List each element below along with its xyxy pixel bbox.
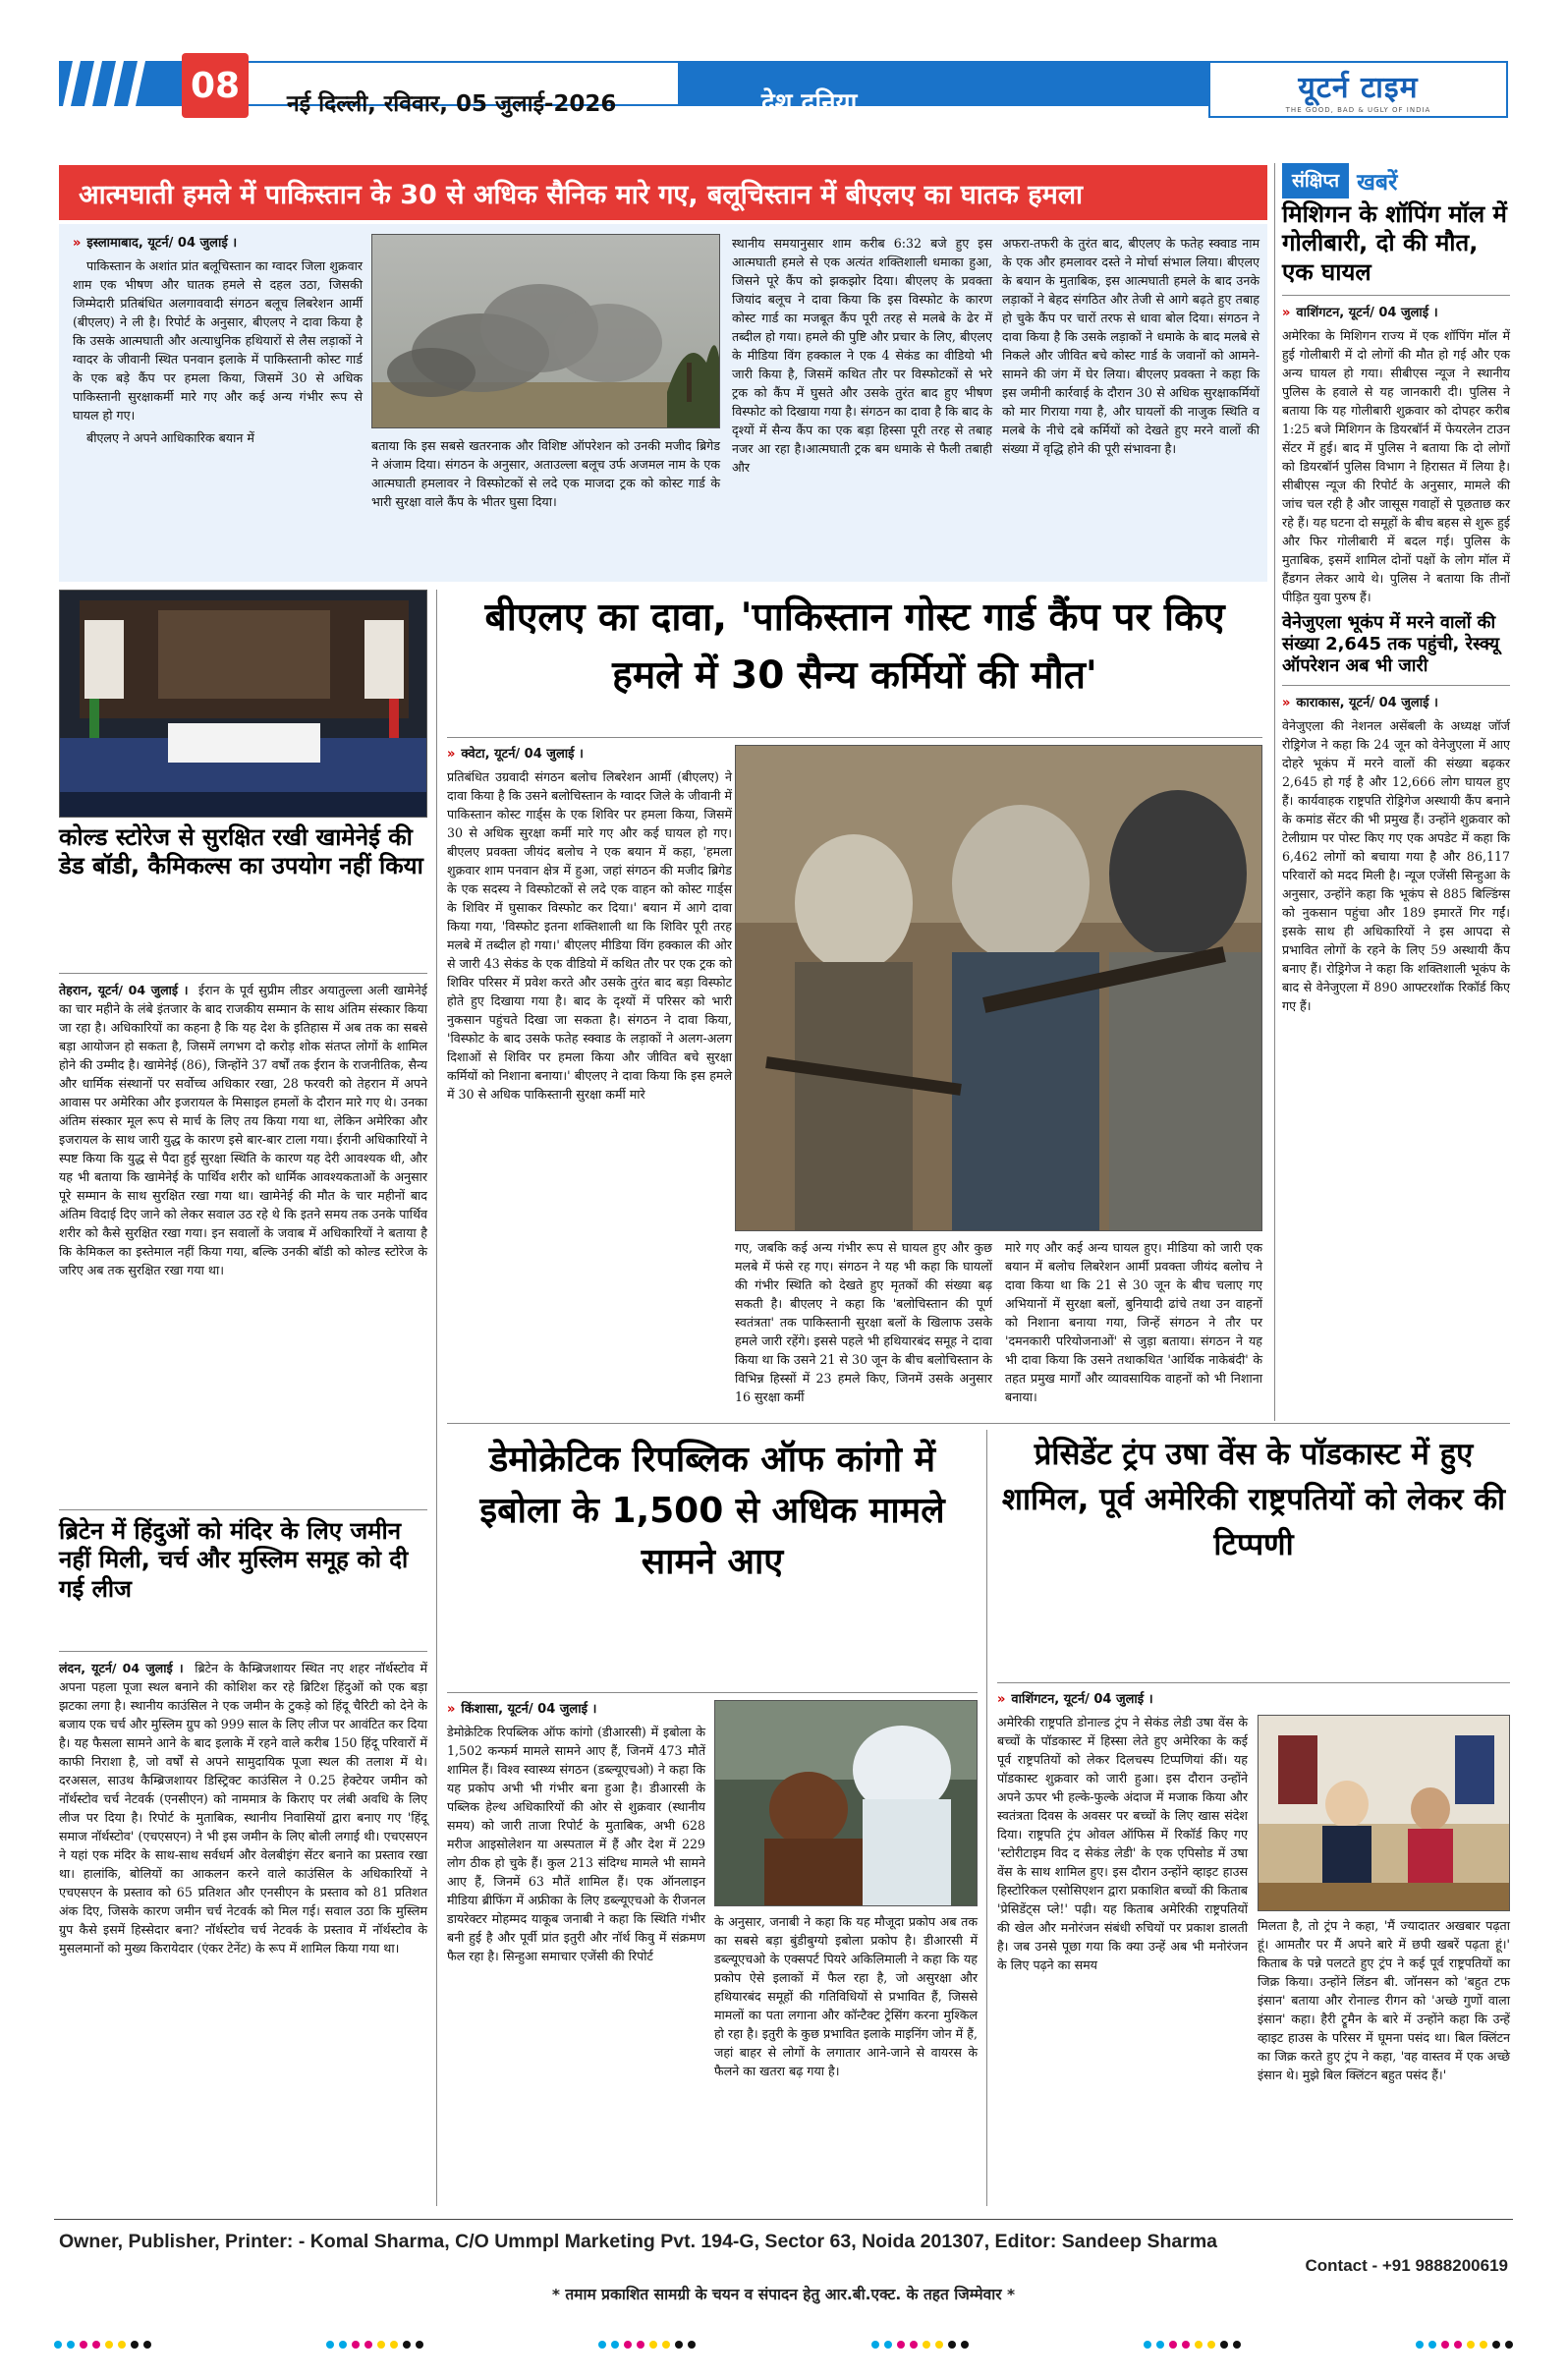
brief2-text: वेनेजुएला की नेशनल असेंबली के अध्यक्ष जॉर्ज रोड्रिगेज ने कहा कि 24 जून को वेनेजुएला में आए दोहरे भूकंप में मरने वालों की संख्या बढ़कर 2,645 हो गई है और 12,666 लोग घायल हुए हैं। कार्यवाहक राष्ट्रपति रोड्रिगेज अस्थायी कैंप बनाने के कमांड सेंटर की भी प्रमुख हैं। उन्होंने शुक्रवार को टेलीग्राम पर पोस्ट किए गए एक अपडेट में कहा कि 6,462 लोगों को बचाया गया है और 86,117 परिवारों को मदद मिली है। न्यूज एजेंसी सिन्हुआ के अनुसार, उन्होंने कहा कि भूकंप से 885 बिल्डिंग्स को नुकसान पहुंचा और 189 इमारतें गिर गईं। इसके साथ ही अधिकारियों ने इस आपदा से प्रभावित लोगों के रहने के लिए 59 अस्थायी कैंप बनाए हैं। रोड्रिगेज ने कहा कि शक्तिशाली भूकंप के बाद से वेनेजुएला में 890 आफ्टरशॉक रिकॉर्ड किए गए हैं। <box>1282 717 1510 1013</box>
brief1-text: अमेरिका के मिशिगन राज्य में एक शॉपिंग मॉल में हुई गोलीबारी में दो लोगों की मौत हो गई और एक अन्य घायल हो गया। सीबीएस न्यूज ने स्थानीय पुलिस के हवाले से यह जानकारी दी। पुलिस ने बताया कि यह गोलीबारी शुक्रवार को दोपहर करीब 1:25 बजे मिशिगन के डियरबॉर्न में फेयरलेन टाउन सेंटर में हुई। बाद में पुलिस ने बताया कि दो लोगों को डियरबॉर्न पुलिस विभाग ने हिरासत में लिया है। सीबीएस न्यूज की रिपोर्ट के अनुसार, मामले की जांच चल रही है और जासूस गवाहों से पूछताछ कर रहे हैं। यह घटना दो समूहों के बीच बहस से शुरू हुई और फिर गोलीबारी में बदल गई। पुलिस के मुताबिक, इसमें शामिल दोनों पक्षों के लोग मॉल में हैंडगन लेकर आये थे। पुलिस ने बताया कि तीनों पीड़ित युवा पुरुष हैं। <box>1282 327 1510 604</box>
banner-col1-p1: पाकिस्तान के अशांत प्रांत बलूचिस्तान का ग्वादर जिला शुक्रवार शाम एक भीषण और घातक हमले से दहल उठा, जिसकी जिम्मेदारी प्रतिबंधित अलगाववादी संगठन बलूच लिबरेशन आर्मी (बीएलए) ने ली है। रिपोर्ट के अनुसार, बीएलए ने दावा किया है कि उसके आत्मघाती और अत्याधुनिक हथियारों से लैस लड़ाकों ने ग्वादर के जीवानी स्थित पनवान इलाके में पाकिस्तानी कोस्ट गार्ड के एक बड़े कैंप पर हमला किया, जिसमें 30 से अधिक पाकिस्तानी सुरक्षाकर्मी मारे गए और कई अन्य गंभीर रूप से घायल हो गए। <box>73 258 363 423</box>
brief1-dateline: » वाशिंगटन, यूटर्न/ 04 जुलाई । <box>1282 305 1438 320</box>
ebola-col-2 <box>714 1912 978 2084</box>
ebola-col1-text: डेमोक्रेटिक रिपब्लिक ऑफ कांगो (डीआरसी) में इबोला के 1,502 कन्फर्म मामले सामने आए हैं, जिनमें 473 मौतें शामिल हैं। विश्व स्वास्थ्य संगठन (डब्ल्यूएचओ) ने कहा कि यह प्रकोप अभी भी गंभीर बना हुआ है। डीआरसी के पब्लिक हेल्थ अधिकारियों की ओर से शुक्रवार (स्थानीय समय) को जारी ताजा रिपोर्ट के मुताबिक, अभी 628 मरीज आइसोलेशन या अस्पताल में हैं और देश में 229 लोग ठीक हो चुके हैं। कुल 213 संदिग्ध मामले भी सामने आए हैं, जिनमें 63 मौतें शामिल हैं। एक ऑनलाइन मीडिया ब्रीफिंग में अफ्रीका के लिए डब्ल्यूएचओ के रीजनल डायरेक्टर मोहम्मद याकूब जनाबी ने कहा कि स्थिति गंभीर बनी हुई है और पूर्वी प्रांत इतुरी और नॉर्थ किवु में संक्रमण फैल रहा है। सिन्हुआ समाचार एजेंसी की रिपोर्ट <box>447 1725 705 1963</box>
ebola-photo <box>714 1700 978 1906</box>
ebola-divider <box>447 1692 978 1693</box>
lower-divider <box>447 1423 1510 1424</box>
banner-dateline: » इस्लामाबाद, यूटर्न/ 04 जुलाई । <box>73 236 238 251</box>
brief2-headline: वेनेजुएला भूकंप में मरने वालों की संख्या 2,645 तक पहुंची, रेस्क्यू ऑपरेशन अब भी जारी <box>1282 611 1500 676</box>
khamenei-body <box>59 981 427 1283</box>
bla-dateline: » क्वेटा, यूटर्न/ 04 जुलाई । <box>447 747 584 762</box>
footer-owner: Owner, Publisher, Printer: - Komal Sharma, C/O Ummpl Marketing Pvt. 194-G, Sector 63, Noida 201307, Editor: Sandeep Sharma <box>59 2231 1218 2252</box>
brief1-divider <box>1282 295 1510 296</box>
stage-image <box>60 591 427 818</box>
banner-col-4 <box>1002 234 1259 462</box>
masthead-logo[interactable] <box>1208 61 1508 118</box>
bla-photo-fighters <box>735 745 1262 1231</box>
right-column-divider <box>1274 163 1275 1421</box>
smoke-image <box>372 235 720 428</box>
ebola-headline: डेमोक्रेटिक रिपब्लिक ऑफ कांगो में इबोला के 1,500 से अधिक मामले सामने आए <box>479 1440 945 1583</box>
ebola-col-1 <box>447 1700 705 1969</box>
trump-col1-text: अमेरिकी राष्ट्रपति डोनाल्ड ट्रंप ने सेकंड लेडी उषा वेंस के बच्चों के पॉडकास्ट में हिस्सा लेते हुए अमेरिका के कई पूर्व राष्ट्रपतियों को लेकर दिलचस्प टिप्पणियां कीं। यह पॉडकास्ट शुक्रवार को जारी हुआ। इस दौरान उन्होंने अपने ऊपर भी हल्के-फुल्के अंदाज में मजाक किया और स्वतंत्रता दिवस के अवसर पर बच्चों के लिए खास संदेश दिया। राष्ट्रपति ट्रंप ओवल ऑफिस में रिकॉर्ड किए गए 'स्टोरीटाइम विद द सेकंड लेडी' के एक एपिसोड में उषा वेंस के साथ शामिल हुए। इस दौरान उन्होंने व्हाइट हाउस हिस्टोरिकल एसोसिएशन द्वारा प्रकाशित बच्चों की किताब 'प्रेसिडेंट्स प्ले!' पढ़ी। यह किताब अमेरिकी राष्ट्रपतियों की खेल और मनोरंजन संबंधी रुचियों पर प्रकाश डालती है। जब उनसे पूछा गया कि क्या उन्हें अब भी मनोरंजन के लिए पढ़ने का समय <box>997 1715 1248 1972</box>
oval-office-image <box>1259 1716 1510 1911</box>
left-column-divider <box>436 590 437 2206</box>
banner-col2-text: बताया कि इस सबसे खतरनाक और विशिष्ट ऑपरेशन को उनकी मजीद ब्रिगेड ने अंजाम दिया। संगठन के अनुसार, अताउल्ला बलूच उर्फ अजमल नाम के एक आत्मघाती हमलावर ने विस्फोटकों से लदे एक माजदा ट्रक को कोस्ट गार्ड के भारी सुरक्षा वाले कैंप के भीतर घुसा दिया। <box>371 438 720 509</box>
brief2-dateline: » काराकास, यूटर्न/ 04 जुलाई । <box>1282 695 1438 710</box>
banner-col1-p2: बीएलए ने अपने आधिकारिक बयान में <box>86 430 254 445</box>
footer-contact: Contact - +91 9888200619 <box>1305 2256 1508 2275</box>
banner-col-2 <box>371 436 720 515</box>
bla-col1-text: प्रतिबंधित उग्रवादी संगठन बलोच लिबरेशन आर्मी (बीएलए) ने दावा किया है कि उसने बलोचिस्तान के ग्वादर जिले के जीवानी में पाकिस्तान कोस्ट गार्ड्स के एक शिविर पर हमला किया, जिसमें 30 से अधिक सुरक्षा कर्मी मारे गए और कई घायल हो गए। बीएलए प्रवक्ता जीयंद बलोच ने एक बयान में कहा, 'हमला शुक्रवार शाम पनवान क्षेत्र में हुआ, जहां संगठन की मजीद ब्रिगेड के एक सदस्य ने विस्फोटकों से लदे एक वाहन को कोस्ट गार्ड्स के शिविर में घुसाकर विस्फोट कर दिया।' बयान में आगे दावा किया गया, 'विस्फोट इतना शक्तिशाली था कि शिविर पूरी तरह मलबे में तब्दील हो गया।' बीएलए मीडिया विंग हक्काल की ओर से जारी 43 सेकंड के एक वीडियो में कथित तौर पर एक ट्रक को शिविर परिसर में प्रवेश करते और उसके तुरंत बाद बड़ा विस्फोट होते हुए दिखाया गया है। बाद के दृश्यों में परिसर को भारी नुकसान पहुंचते दिखा जा सकता है। संगठन ने दावा किया, 'विस्फोट के बाद उसके फतेह स्क्वाड के लड़ाकों ने अलग-अलग दिशाओं से शिविर पर हमला किया और जीवित बचे सुरक्षा कर्मियों को निशाना बनाया।' बीएलए ने दावा किया कि इस हमले में 30 से अधिक पाकिस्तानी सुरक्षा कर्मी मारे <box>447 769 732 1102</box>
trump-headline: प्रेसिडेंट ट्रंप उषा वेंस के पॉडकास्ट में हुए शामिल, पूर्व अमेरिकी राष्ट्रपतियों को लेकर की टिप्पणी <box>1001 1437 1506 1562</box>
trump-col-2 <box>1258 1916 1510 2088</box>
brief1-body <box>1282 304 1510 606</box>
ebola-col2-text: के अनुसार, जनाबी ने कहा कि यह मौजूदा प्रकोप अब तक का सबसे बड़ा बुंडीबुग्यो इबोला प्रकोप है। डीआरसी में डब्ल्यूएचओ के एक्सपर्ट पियरे अकिलिमाली ने कहा कि यह प्रकोप ऐसे इलाकों में फैल रहा है, जो असुरक्षा और हथियारबंद समूहों की गतिविधियों से प्रभावित हैं, जिससे मामलों का पता लगाना और कॉन्टैक्ट ट्रेसिंग करना मुश्किल हो रहा है। इतुरी के कुछ प्रभावित इलाके माइनिंग जोन में हैं, जहां बाहर से लोगों के लगातार आने-जाने से वायरस के फैलने का खतरा बढ़ गया है। <box>714 1914 978 2078</box>
britain-headline: ब्रिटेन में हिंदुओं को मंदिर के लिए जमीन नहीं मिली, चर्च और मुस्लिम समूह को दी गई लीज <box>59 1517 409 1603</box>
briefs-tag-left: संक्षिप्त <box>1282 163 1349 198</box>
header-stripes <box>59 61 167 106</box>
khamenei-divider <box>59 973 427 974</box>
fighters-image <box>736 746 1262 1231</box>
khamenei-photo <box>59 590 427 818</box>
brief2-body <box>1282 694 1510 1015</box>
trump-divider <box>997 1682 1510 1683</box>
bla-divider <box>447 737 1262 738</box>
britain-body <box>59 1659 427 1961</box>
trump-col2-text: मिलता है, तो ट्रंप ने कहा, 'मैं ज्यादातर अखबार पढ़ता हूं। आमतौर पर मैं अपने बारे में छपी खबरें पढ़ता हूं।' किताब के पन्ने पलटते हुए ट्रंप ने कई पूर्व राष्ट्रपतियों का जिक्र किया। उन्होंने लिंडन बी. जॉनसन को 'बहुत टफ इंसान' बताया और रोनाल्ड रीगन को 'अच्छे गुणों वाला इंसान' कहा। हैरी ट्रूमैन के बारे में उन्होंने कहा कि उन्हें व्हाइट हाउस के परिसर में घूमना पसंद था। बिल क्लिंटन का जिक्र करते हुए ट्रंप ने कहा, 'वह वास्तव में एक अच्छे इंसान थे। मुझे बिल क्लिंटन बहुत पसंद हैं।' <box>1258 1918 1510 2082</box>
footer-note: * तमाम प्रकाशित सामग्री के चयन व संपादन हेतु आर.बी.एक्ट. के तहत जिम्मेवार * <box>551 2286 1016 2303</box>
banner-col-1 <box>73 234 363 451</box>
briefs-tag-right: खबरें <box>1357 170 1398 196</box>
banner-photo-smoke <box>371 234 720 428</box>
banner-col3-text: स्थानीय समयानुसार शाम करीब 6:32 बजे हुए इस आत्मघाती हमले से एक अत्यंत शक्तिशाली धमाका हुआ, जिसने पूरे कैंप को झकझोर दिया। बीएलए के प्रवक्ता जियांद बलूच ने दावा किया कि इस विस्फोट के कारण कोस्ट गार्ड का मजबूत कैंप पूरी तरह से मलबे के ढेर में तब्दील हो गया। हमले की पुष्टि और प्रचार के लिए, बीएलए के मीडिया विंग हक्काल ने एक 4 सेकंड का वीडियो भी जारी किया है, जिसमें कथित तौर पर विस्फोटकों से भरे ट्रक को कैंप में घुसते और उसके तुरंत बाद हुए भीषण विस्फोट को दिखाया गया है। संगठन का दावा है कि बाद के दृश्यों में सैन्य कैंप का एक बड़ा हिस्सा पूरी तरह से तबाह नजर आ रहा है।आत्मघाती ट्रक बम धमाके से फैली तबाही और <box>732 236 992 475</box>
page-number: 08 <box>182 53 249 118</box>
brief2-divider <box>1282 685 1510 686</box>
issue-date: नई दिल्ली, रविवार, 05 जुलाई-2026 <box>287 91 617 117</box>
logo-tagline: THE GOOD, BAD & UGLY OF INDIA <box>1285 105 1431 114</box>
trump-col-1 <box>997 1690 1248 1978</box>
britain-text: लंदन, यूटर्न/ 04 जुलाई । ब्रिटेन के कैम्ब्रिजशायर स्थित नए शहर नॉर्थस्टोव में अपना पहला पूजा स्थल बनाने की कोशिश कर रहे ब्रिटिश हिंदुओं को एक बड़ा झटका लगा है। स्थानीय काउंसिल ने एक जमीन के टुकड़े को हिंदू चैरिटी को देने के बजाय एक चर्च और मुस्लिम ग्रुप को 999 साल के लिए लीज पर आवंटित कर दिया है। यह फैसला सामने आने के बाद इलाके में रहने वाले करीब 150 हिंदू परिवारों में काफी निराशा है, जो वर्षों से अपने सामुदायिक पूजा स्थल की तलाश में थे। दरअसल, साउथ कैम्ब्रिजशायर डिस्ट्रिक्ट काउंसिल ने 0.25 हेक्टेयर जमीन को नॉर्थस्टोव चर्च नेटवर्क (एनसीएन) को नाममात्र के किराए पर लंबी अवधि के लिए लीज पर दिया है। रिपोर्ट के मुताबिक, स्थानीय निवासियों द्वारा बनाए गए 'हिंदू समाज नॉर्थस्टोव' (एचएसएन) ने भी इस जमीन के लिए बोली लगाई थी। एचएसएन ने यहां एक मंदिर के साथ-साथ सर्वधर्म और वेलबीइंग सेंटर बनाने का प्रस्ताव रखा था। हालांकि, बोलियों का आकलन करने वाले काउंसिल के अधिकारियों ने एचएसएन के प्रस्ताव को 65 प्रतिशत और एनसीएन के प्रस्ताव को 81 प्रतिशत अंक दिए, जिसके कारण जमीन चर्च नेटवर्क को मिल गई। सवाल उठा कि मुस्लिम ग्रुप कैसे इसमें हिस्सेदार बना? नॉर्थस्टोव चर्च नेटवर्क के प्रस्ताव में नॉर्थस्टोव के मुसलमानों को मुख्य किरायेदार (एंकर टेनेंट) के रूप में शामिल किया गया था। <box>59 1661 428 1955</box>
bla-col2-text: गए, जबकि कई अन्य गंभीर रूप से घायल हुए और कुछ मलबे में फंसे रह गए। संगठन ने यह भी कहा कि घायलों की गंभीर स्थिति को देखते हुए मृतकों की संख्या बढ़ सकती है। बीएलए ने कहा कि 'बलोचिस्तान की पूर्ण स्वतंत्रता' तक पाकिस्तानी सुरक्षा बलों के खिलाफ उसके हमले जारी रहेंगे। इससे पहले भी हथियारबंद समूह ने दावा किया था कि उसने 21 से 30 जून के बीच बलोचिस्तान के विभिन्न हिस्सों में 23 हमले किए, जिनमें उसके अनुसार 16 सुरक्षा कर्मी <box>735 1240 992 1404</box>
bla-col-1 <box>447 745 732 1107</box>
bla-col-2 <box>735 1238 992 1410</box>
registration-dots <box>54 2341 1513 2354</box>
trump-dateline: » वाशिंगटन, यूटर्न/ 04 जुलाई । <box>997 1692 1153 1707</box>
ebola-image <box>715 1701 978 1906</box>
banner-col4-text: अफरा-तफरी के तुरंत बाद, बीएलए के फतेह स्क्वाड नाम के एक और हमलावर दस्ते ने मोर्चा संभाल लिया। बीएलए के बयान के मुताबिक, इस आत्मघाती हमले के बाद उनके लड़ाकों ने बेहद संगठित और तेजी से आगे बढ़ते हुए तबाह हो चुके कैंप पर चारों तरफ से धावा बोल दिया। संगठन ने दावा किया है कि उसके लड़ाकों ने धमाके के बाद मलबे से निकले और जीवित बचे कोस्ट गार्ड के जवानों को आमने-सामने की जंग में घेर लिया। बीएलए प्रवक्ता ने कहा कि इस जमीनी कार्रवाई के दौरान 30 से अधिक सुरक्षाकर्मियों को मार गिराया गया है, और घायलों की नाजुक स्थिति व मलबे के नीचे दबे कर्मियों को देखते हुए मरने वालों की संख्या में वृद्धि होने की पूरी संभावना है। <box>1002 236 1259 456</box>
banner-col-3 <box>732 234 992 481</box>
footer-rule <box>54 2219 1513 2220</box>
britain-divider <box>59 1651 427 1652</box>
britain-top-divider <box>59 1509 427 1510</box>
bla-col-3 <box>1005 1238 1262 1410</box>
ebola-dateline: » किंशासा, यूटर्न/ 04 जुलाई । <box>447 1702 597 1717</box>
brief1-headline: मिशिगन के शॉपिंग मॉल में गोलीबारी, दो की मौत, एक घायल <box>1282 200 1507 286</box>
khamenei-headline: कोल्ड स्टोरेज से सुरक्षित रखी खामेनेई की डेड बॉडी, कैमिकल्स का उपयोग नहीं किया <box>59 823 423 880</box>
trump-photo <box>1258 1715 1510 1911</box>
bla-col3-text: मारे गए और कई अन्य घायल हुए। मीडिया को जारी एक बयान में बलोच लिबरेशन आर्मी प्रवक्ता जीयंद बलोच ने दावा किया था कि 21 से 30 जून के बीच चलाए गए अभियानों में सुरक्षा बलों, बुनियादी ढांचे तथा उन वाहनों को निशाना बनाया गया, जिन्हें संगठन ने तौर पर 'दमनकारी परियोजनाओं' से जुड़ा बताया। संगठन ने यह भी दावा किया कि उसने तथाकथित 'आर्थिक नाकेबंदी' के तहत प्रमुख मार्गों और व्यावसायिक वाहनों को भी निशाना बनाया। <box>1005 1240 1262 1404</box>
banner-story <box>59 224 1267 582</box>
khamenei-text: तेहरान, यूटर्न/ 04 जुलाई । ईरान के पूर्व सुप्रीम लीडर अयातुल्ला अली खामेनेई का चार महीने के लंबे इंतजार के बाद राजकीय सम्मान के साथ अंतिम संस्कार किया जा रहा है। अधिकारियों का कहना है कि यह देश के इतिहास में अब तक का सबसे बड़ा आयोजन हो सकता है, जिसमें लगभग दो करोड़ शोक संतप्त लोगों के शामिल होने की उम्मीद है। खामेनेई (86), जिन्होंने 37 वर्षों तक ईरान के राजनीतिक, सैन्य और धार्मिक संस्थानों पर सर्वोच्च अधिकार रखा, 28 फरवरी को तेहरान में अपने आवास पर अमेरिका और इजरायल के मिसाइल हमलों के दौरान मारे गए थे। उनका अंतिम संस्कार मूल रूप से मार्च के लिए तय किया गया था, लेकिन अमेरिका और इजरायल के साथ जारी युद्ध के कारण इसे बार-बार टाला गया। ईरानी अधिकारियों ने स्पष्ट किया कि युद्ध से पैदा हुई सुरक्षा स्थिति के कारण यह देरी आवश्यक थी, और यह भी बताया कि खामेनेई के पार्थिव शरीर को धार्मिक आवश्यकताओं के अनुसार पूरे सम्मान के साथ सुरक्षित रखा गया था। खामेनेई की मौत के चार महीनों बाद अंतिम विदाई दिए जाने को लेकर सवाल उठ रहे थे कि इतने समय तक उनके पार्थिव शरीर को कैसे सुरक्षित रखा गया। इन सवालों के जवाब में अधिकारियों ने बताया है कि केमिकल का इस्तेमाल नहीं किया गया, बल्कि उनकी बॉडी को कोल्ड स्टोरेज के जरिए अब तक सुरक्षित रखा गया था। <box>59 983 427 1277</box>
logo-text: यूटर्न टाइम <box>1298 70 1419 105</box>
ebola-trump-divider <box>986 1430 987 2206</box>
banner-headline: आत्मघाती हमले में पाकिस्तान के 30 से अधिक सैनिक मारे गए, बलूचिस्तान में बीएलए का घातक हमला <box>59 165 1267 220</box>
briefs-column <box>1282 197 1510 1019</box>
bla-headline: बीएलए का दावा, 'पाकिस्तान गोस्ट गार्ड कैंप पर किए हमले में 30 सैन्य कर्मियों की मौत' <box>484 595 1225 698</box>
briefs-tag <box>1282 163 1479 198</box>
section-title: देश दुनिया <box>761 88 858 118</box>
